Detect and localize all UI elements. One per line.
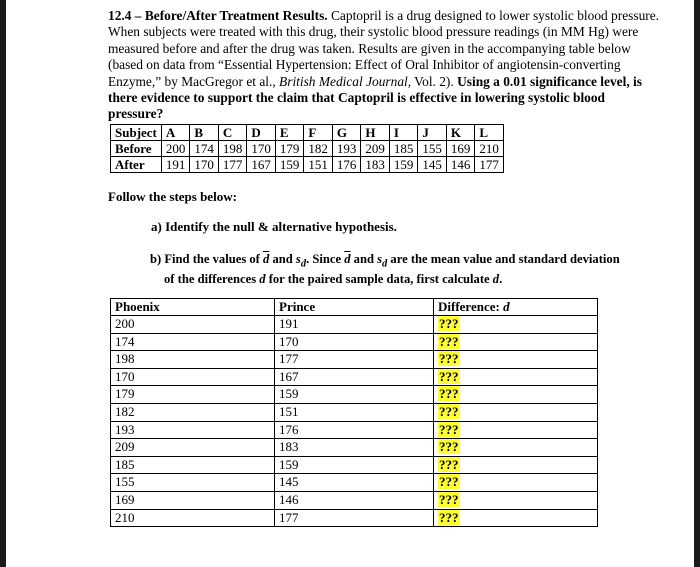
step-a: a) Identify the null & alternative hypothesis. xyxy=(151,219,397,234)
problem-text: Captopril is a drug designed to lower systolic blood pressure. When subjects were treated with this drug, their systolic blood pressure readings (in MM Hg) were measured before and after the drug was taken. Results are given in the accompanying table below (based on data from “Essential Hypertension: Effect of Oral Inhibitor of angiotensin-converting Enzyme,” by MacGregor et al., xyxy=(108,8,660,89)
subject-table-cell: 182 xyxy=(304,141,333,157)
table-row xyxy=(111,491,598,509)
prince-value: 159 xyxy=(275,456,434,474)
table-row xyxy=(111,351,598,369)
phoenix-value: 179 xyxy=(111,386,275,404)
difference-value xyxy=(434,421,598,439)
unknown-placeholder: ??? xyxy=(439,439,459,455)
phoenix-value: 169 xyxy=(111,491,275,509)
phoenix-value: 210 xyxy=(111,509,275,527)
phoenix-value: 193 xyxy=(111,421,275,439)
subject-table-cell: 209 xyxy=(361,141,390,157)
problem-question: Using a 0.01 significance level, is there evidence to support the claim that Captopril is effective in lowering systolic blood pressure? xyxy=(108,73,642,122)
subject-table-cell: 177 xyxy=(475,157,504,173)
prince-value: 151 xyxy=(275,403,434,421)
left-edge-bar xyxy=(0,0,6,567)
unknown-placeholder: ??? xyxy=(439,456,459,472)
right-edge-bar xyxy=(694,0,700,567)
subject-table-cell: 169 xyxy=(446,141,475,157)
difference-value xyxy=(434,316,598,334)
prince-value: 167 xyxy=(275,368,434,386)
prince-value: 183 xyxy=(275,439,434,457)
subject-table-cell: K xyxy=(446,125,475,141)
difference-table-header xyxy=(111,299,598,316)
subject-table-cell: 177 xyxy=(218,157,247,173)
table-row xyxy=(111,456,598,474)
subject-table-cell: 170 xyxy=(247,141,276,157)
subject-table-cell: 159 xyxy=(275,157,304,173)
prince-value: 170 xyxy=(275,333,434,351)
after-row xyxy=(111,157,504,173)
subject-table-cell: 155 xyxy=(418,141,447,157)
phoenix-value: 200 xyxy=(111,316,275,334)
problem-text-2: Vol. 2). xyxy=(411,73,458,89)
subject-table-cell: 193 xyxy=(332,141,361,157)
subject-table-cell: C xyxy=(218,125,247,141)
difference-value xyxy=(434,456,598,474)
difference-value xyxy=(434,491,598,509)
subject-table-cell: E xyxy=(275,125,304,141)
unknown-placeholder: ??? xyxy=(439,421,459,437)
difference-value xyxy=(434,403,598,421)
subject-table-cell: F xyxy=(304,125,333,141)
before-row xyxy=(111,141,504,157)
after-label: After xyxy=(111,157,162,173)
unknown-placeholder: ??? xyxy=(439,351,459,367)
step-b-line1: b) Find the values of $\overline{d}$ and $s_d$. Since $\overline{d}$ and $s_d$ are the mean value and standard deviation xyxy=(150,252,620,270)
subject-table-cell: 176 xyxy=(332,157,361,173)
table-row xyxy=(111,368,598,386)
difference-table xyxy=(110,298,598,527)
subject-table-cell: 145 xyxy=(418,157,447,173)
subject-table-cell: B xyxy=(190,125,219,141)
prince-value: 177 xyxy=(275,351,434,369)
unknown-placeholder: ??? xyxy=(439,491,459,507)
subject-table-cell: A xyxy=(161,125,190,141)
table-row xyxy=(111,316,598,334)
subject-header-label: Subject xyxy=(111,125,162,141)
subject-table-cell: 151 xyxy=(304,157,333,173)
difference-value xyxy=(434,439,598,457)
phoenix-value: 182 xyxy=(111,403,275,421)
subject-table-cell: J xyxy=(418,125,447,141)
step-b xyxy=(150,252,660,287)
subject-table-cell: 185 xyxy=(389,141,418,157)
prince-value: 159 xyxy=(275,386,434,404)
unknown-placeholder: ??? xyxy=(439,368,459,384)
subject-table-cell: 183 xyxy=(361,157,390,173)
table-row xyxy=(111,333,598,351)
col-prince-header: Prince xyxy=(275,299,434,316)
phoenix-value: 170 xyxy=(111,368,275,386)
subject-table-cell: 170 xyxy=(190,157,219,173)
phoenix-value: 209 xyxy=(111,439,275,457)
difference-value xyxy=(434,351,598,369)
subject-table-cell: 191 xyxy=(161,157,190,173)
subject-table-cell: 167 xyxy=(247,157,276,173)
subject-table-cell: D xyxy=(247,125,276,141)
prince-value: 145 xyxy=(275,474,434,492)
difference-value xyxy=(434,386,598,404)
before-label: Before xyxy=(111,141,162,157)
subject-table-cell: 198 xyxy=(218,141,247,157)
table-row xyxy=(111,386,598,404)
phoenix-value: 185 xyxy=(111,456,275,474)
prince-value: 146 xyxy=(275,491,434,509)
difference-value xyxy=(434,474,598,492)
subject-table-cell: L xyxy=(475,125,504,141)
difference-value xyxy=(434,368,598,386)
table-row xyxy=(111,474,598,492)
unknown-placeholder: ??? xyxy=(439,403,459,419)
difference-value xyxy=(434,333,598,351)
subject-row xyxy=(111,125,504,141)
difference-value xyxy=(434,509,598,527)
unknown-placeholder: ??? xyxy=(439,474,459,490)
subject-table-cell: H xyxy=(361,125,390,141)
subject-table-cell: 174 xyxy=(190,141,219,157)
unknown-placeholder: ??? xyxy=(439,386,459,402)
step-b-line2: of the differences d for the paired sample data, first calculate d. xyxy=(164,271,503,286)
phoenix-value: 174 xyxy=(111,333,275,351)
col-phoenix-header: Phoenix xyxy=(111,299,275,316)
subject-table-cell: 146 xyxy=(446,157,475,173)
unknown-placeholder: ??? xyxy=(439,509,459,525)
steps-intro: Follow the steps below: xyxy=(108,189,237,204)
prince-value: 177 xyxy=(275,509,434,527)
subject-table-cell: 200 xyxy=(161,141,190,157)
unknown-placeholder: ??? xyxy=(439,333,459,349)
unknown-placeholder: ??? xyxy=(439,316,459,331)
subject-table-cell: 210 xyxy=(475,141,504,157)
table-row xyxy=(111,403,598,421)
problem-paragraph xyxy=(108,8,660,123)
subject-table xyxy=(110,124,504,173)
subject-table-cell: G xyxy=(332,125,361,141)
col-difference-header: Difference: d xyxy=(434,299,598,316)
table-row xyxy=(111,421,598,439)
phoenix-value: 198 xyxy=(111,351,275,369)
table-row xyxy=(111,439,598,457)
prince-value: 191 xyxy=(275,316,434,334)
prince-value: 176 xyxy=(275,421,434,439)
table-row xyxy=(111,509,598,527)
problem-number: 12.4 – Before/After Treatment Results. xyxy=(108,8,328,23)
journal-name: British Medical Journal, xyxy=(279,73,412,89)
phoenix-value: 155 xyxy=(111,474,275,492)
subject-table-cell: 159 xyxy=(389,157,418,173)
subject-table-cell: I xyxy=(389,125,418,141)
subject-table-cell: 179 xyxy=(275,141,304,157)
